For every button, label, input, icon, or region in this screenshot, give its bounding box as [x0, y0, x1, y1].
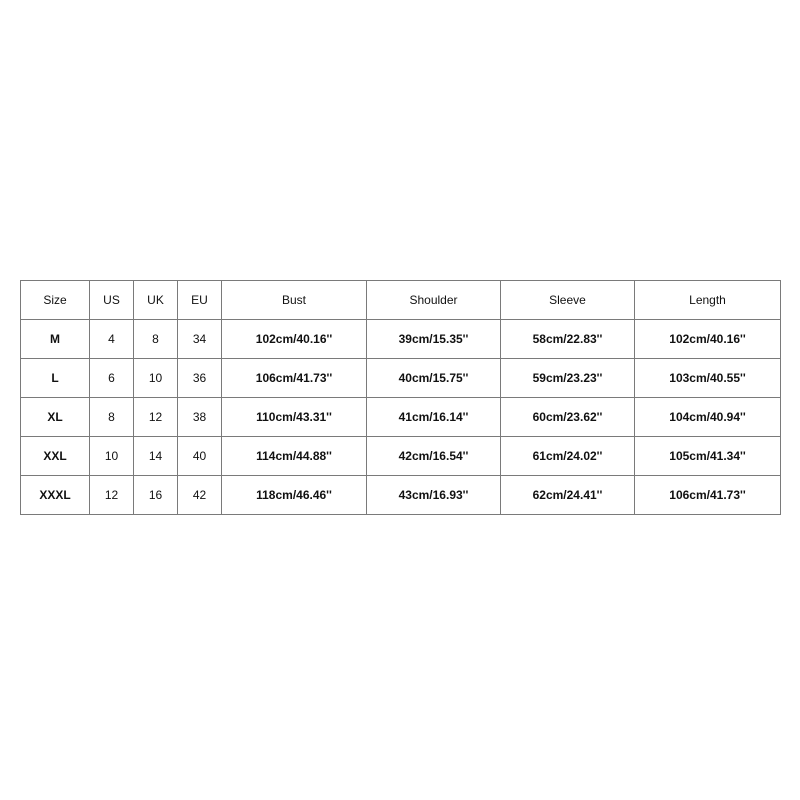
cell-eu: 34 [178, 320, 222, 359]
cell-length: 105cm/41.34'' [635, 437, 781, 476]
cell-shoulder: 39cm/15.35'' [367, 320, 501, 359]
cell-length: 102cm/40.16'' [635, 320, 781, 359]
cell-eu: 40 [178, 437, 222, 476]
cell-sleeve: 58cm/22.83'' [501, 320, 635, 359]
table-row [21, 437, 781, 476]
header-eu: EU [178, 281, 222, 320]
cell-shoulder: 40cm/15.75'' [367, 359, 501, 398]
header-us: US [90, 281, 134, 320]
cell-us: 8 [90, 398, 134, 437]
header-uk: UK [134, 281, 178, 320]
cell-us: 6 [90, 359, 134, 398]
cell-us: 4 [90, 320, 134, 359]
cell-us: 12 [90, 476, 134, 515]
cell-length: 106cm/41.73'' [635, 476, 781, 515]
header-bust: Bust [222, 281, 367, 320]
cell-length: 103cm/40.55'' [635, 359, 781, 398]
cell-uk: 16 [134, 476, 178, 515]
cell-size: XXL [21, 437, 90, 476]
cell-sleeve: 59cm/23.23'' [501, 359, 635, 398]
cell-shoulder: 41cm/16.14'' [367, 398, 501, 437]
cell-sleeve: 60cm/23.62'' [501, 398, 635, 437]
header-length: Length [635, 281, 781, 320]
cell-uk: 12 [134, 398, 178, 437]
header-shoulder: Shoulder [367, 281, 501, 320]
cell-bust: 110cm/43.31'' [222, 398, 367, 437]
cell-shoulder: 42cm/16.54'' [367, 437, 501, 476]
cell-sleeve: 62cm/24.41'' [501, 476, 635, 515]
cell-size: M [21, 320, 90, 359]
table-row [21, 359, 781, 398]
cell-length: 104cm/40.94'' [635, 398, 781, 437]
cell-uk: 14 [134, 437, 178, 476]
size-chart-table [20, 280, 781, 515]
cell-shoulder: 43cm/16.93'' [367, 476, 501, 515]
cell-bust: 102cm/40.16'' [222, 320, 367, 359]
cell-size: XL [21, 398, 90, 437]
cell-sleeve: 61cm/24.02'' [501, 437, 635, 476]
table-row [21, 320, 781, 359]
header-size: Size [21, 281, 90, 320]
cell-uk: 10 [134, 359, 178, 398]
cell-size: XXXL [21, 476, 90, 515]
cell-eu: 42 [178, 476, 222, 515]
cell-bust: 118cm/46.46'' [222, 476, 367, 515]
cell-bust: 106cm/41.73'' [222, 359, 367, 398]
cell-eu: 38 [178, 398, 222, 437]
table-row [21, 398, 781, 437]
table-row [21, 476, 781, 515]
cell-uk: 8 [134, 320, 178, 359]
cell-us: 10 [90, 437, 134, 476]
header-sleeve: Sleeve [501, 281, 635, 320]
cell-eu: 36 [178, 359, 222, 398]
size-chart [20, 280, 780, 515]
header-row [21, 281, 781, 320]
cell-bust: 114cm/44.88'' [222, 437, 367, 476]
cell-size: L [21, 359, 90, 398]
